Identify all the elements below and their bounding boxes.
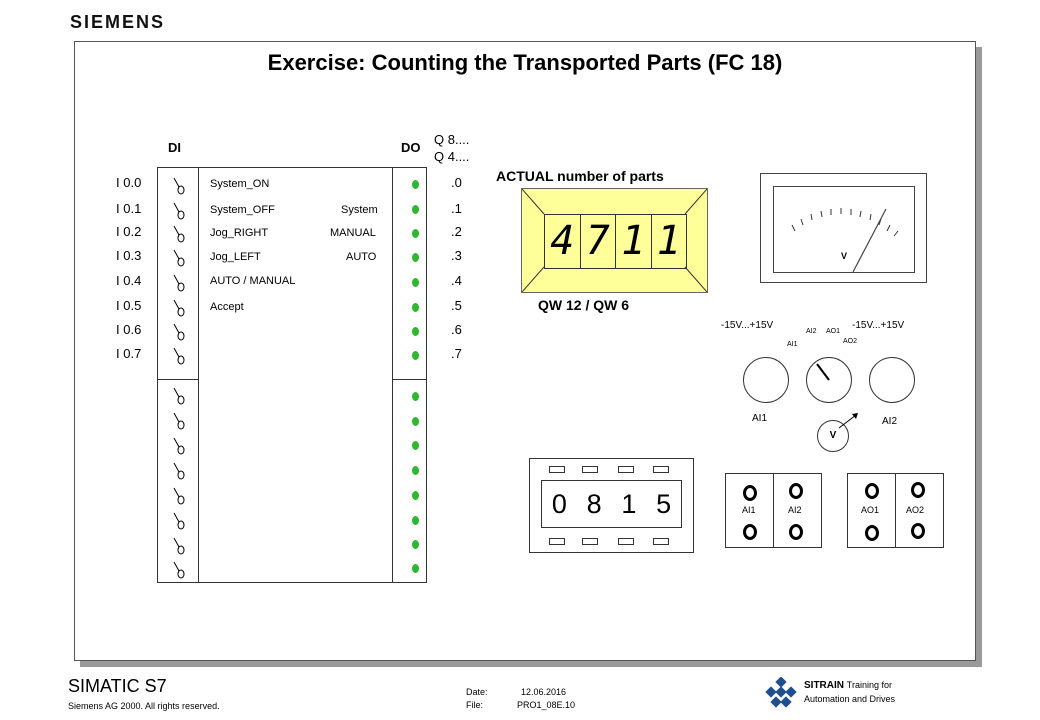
q-label-8: Q 8.... bbox=[434, 132, 470, 147]
toggle-switch-icon[interactable] bbox=[170, 486, 190, 506]
socket-icon[interactable] bbox=[865, 483, 879, 499]
output-address: .7 bbox=[451, 346, 462, 361]
footer-date-label: Date: bbox=[466, 687, 488, 697]
analog-input-knob-ai2[interactable] bbox=[869, 357, 915, 403]
toggle-switch-icon[interactable] bbox=[170, 536, 190, 556]
selector-label: AO1 bbox=[826, 328, 841, 335]
voltmeter-scale bbox=[773, 186, 915, 273]
toggle-switch-icon[interactable] bbox=[170, 322, 190, 342]
segment-digit: 1 bbox=[656, 218, 681, 264]
analog-input-sockets bbox=[725, 473, 822, 548]
range-label-right: -15V...+15V bbox=[852, 320, 905, 331]
socket-divider bbox=[773, 474, 774, 547]
input-address: I 0.4 bbox=[116, 273, 142, 288]
toggle-switch-icon[interactable] bbox=[170, 298, 190, 318]
siemens-logo: SIEMENS bbox=[70, 12, 166, 32]
label-system-on: System_ON bbox=[210, 178, 270, 190]
output-address: .5 bbox=[451, 298, 462, 313]
voltmeter bbox=[760, 173, 927, 283]
panel-divider-do bbox=[392, 379, 426, 380]
range-label-left: -15V...+15V bbox=[721, 320, 774, 331]
counter-digit: 5 bbox=[656, 489, 672, 519]
connector-pin bbox=[618, 466, 634, 473]
segment-digit: 1 bbox=[616, 215, 652, 268]
output-led-icon bbox=[412, 491, 419, 500]
toggle-switch-icon[interactable] bbox=[170, 273, 190, 293]
selector-label: AI1 bbox=[787, 341, 798, 348]
do-label: DO bbox=[401, 140, 421, 155]
socket-icon[interactable] bbox=[743, 524, 757, 540]
toggle-switch-icon[interactable] bbox=[170, 411, 190, 431]
counter-digit: 0 bbox=[551, 489, 567, 519]
panel-divider-right bbox=[392, 168, 393, 582]
toggle-switch-icon[interactable] bbox=[170, 248, 190, 268]
output-led-icon bbox=[412, 205, 419, 214]
socket-icon[interactable] bbox=[789, 524, 803, 540]
connector-pin bbox=[582, 538, 598, 545]
input-address: I 0.0 bbox=[116, 175, 142, 190]
output-led-icon bbox=[412, 392, 419, 401]
connector-pin bbox=[618, 538, 634, 545]
output-led-icon bbox=[412, 540, 419, 549]
voltage-select-label: V bbox=[829, 430, 837, 441]
input-address: I 0.2 bbox=[116, 224, 142, 239]
sitrain-logo-icon bbox=[763, 677, 799, 709]
toggle-switch-icon[interactable] bbox=[170, 560, 190, 580]
footer-copyright: Siemens AG 2000. All rights reserved. bbox=[68, 701, 220, 711]
socket-icon[interactable] bbox=[743, 485, 757, 501]
selector-label: AO2 bbox=[843, 338, 858, 345]
footer-file-label: File: bbox=[466, 700, 484, 710]
socket-icon[interactable] bbox=[789, 483, 803, 499]
connector-pin bbox=[582, 466, 598, 473]
display-caption: QW 12 / QW 6 bbox=[538, 297, 630, 313]
label-manual: MANUAL bbox=[330, 227, 376, 239]
label-accept: Accept bbox=[210, 301, 244, 313]
output-address: .0 bbox=[451, 175, 462, 190]
page-title: Exercise: Counting the Transported Parts (FC 18) bbox=[267, 50, 783, 75]
socket-label-ao2: AO2 bbox=[906, 505, 925, 515]
segment-digit: 7 bbox=[581, 215, 617, 268]
arrow-icon bbox=[837, 412, 859, 430]
socket-label-ao1: AO1 bbox=[861, 505, 880, 515]
connector-pin bbox=[549, 466, 565, 473]
segment-digit: 4 bbox=[545, 215, 581, 268]
counter-digit: 1 bbox=[621, 489, 637, 519]
output-address: .2 bbox=[451, 224, 462, 239]
knob-label-ai2: AI2 bbox=[882, 416, 898, 427]
knob-pointer-icon bbox=[807, 358, 851, 402]
analog-selector-knob[interactable] bbox=[806, 357, 852, 403]
output-led-icon bbox=[412, 466, 419, 475]
analog-output-sockets bbox=[847, 473, 944, 548]
output-led-icon bbox=[412, 303, 419, 312]
counter-display bbox=[541, 480, 682, 528]
label-system: System bbox=[341, 204, 378, 216]
output-address: .3 bbox=[451, 248, 462, 263]
output-led-icon bbox=[412, 441, 419, 450]
footer-brand: SITRAIN bbox=[804, 680, 844, 691]
output-led-icon bbox=[412, 351, 419, 360]
connector-pin bbox=[653, 538, 669, 545]
meter-unit: V bbox=[841, 251, 848, 261]
input-address: I 0.7 bbox=[116, 346, 142, 361]
panel-divider-di bbox=[158, 379, 198, 380]
footer-brand-tag: Training for bbox=[846, 680, 892, 690]
toggle-switch-icon[interactable] bbox=[170, 176, 190, 196]
input-address: I 0.3 bbox=[116, 248, 142, 263]
footer-brand-tag2: Automation and Drives bbox=[804, 694, 896, 704]
output-led-icon bbox=[412, 516, 419, 525]
counter-module bbox=[529, 458, 694, 553]
footer-date-value: 12.06.2016 bbox=[521, 687, 567, 697]
output-led-icon bbox=[412, 417, 419, 426]
q-label-4: Q 4.... bbox=[434, 149, 470, 164]
toggle-switch-icon[interactable] bbox=[170, 461, 190, 481]
display-heading: ACTUAL number of parts bbox=[496, 168, 664, 184]
panel-divider-left bbox=[198, 168, 199, 582]
label-auto: AUTO bbox=[346, 251, 377, 263]
output-led-icon bbox=[412, 564, 419, 573]
footer-product: SIMATIC S7 bbox=[68, 676, 167, 696]
segment-digits bbox=[544, 214, 687, 269]
label-auto-manual: AUTO / MANUAL bbox=[210, 275, 296, 287]
label-jog-right: Jog_RIGHT bbox=[210, 227, 269, 239]
output-address: .4 bbox=[451, 273, 462, 288]
analog-input-knob-ai1[interactable] bbox=[743, 357, 789, 403]
segment-display bbox=[521, 188, 708, 293]
socket-label-ai1: AI1 bbox=[742, 505, 756, 515]
toggle-switch-icon[interactable] bbox=[170, 346, 190, 366]
simulator-io-panel bbox=[157, 167, 427, 583]
toggle-switch-icon[interactable] bbox=[170, 201, 190, 221]
toggle-switch-icon[interactable] bbox=[170, 386, 190, 406]
toggle-switch-icon[interactable] bbox=[170, 224, 190, 244]
counter-digit: 8 bbox=[586, 489, 602, 519]
output-led-icon bbox=[412, 180, 419, 189]
label-jog-left: Jog_LEFT bbox=[210, 251, 261, 263]
output-address: .6 bbox=[451, 322, 462, 337]
knob-label-ai1: AI1 bbox=[752, 413, 768, 424]
selector-label: AI2 bbox=[806, 328, 817, 335]
output-led-icon bbox=[412, 278, 419, 287]
label-system-off: System_OFF bbox=[210, 204, 275, 216]
connector-pin bbox=[549, 538, 565, 545]
input-address: I 0.6 bbox=[116, 322, 142, 337]
output-address: .1 bbox=[451, 201, 462, 216]
di-label: DI bbox=[168, 140, 181, 155]
input-address: I 0.1 bbox=[116, 201, 142, 216]
footer-brand-line bbox=[804, 680, 892, 691]
output-led-icon bbox=[412, 253, 419, 262]
footer-file-value: PRO1_08E.10 bbox=[517, 700, 576, 710]
input-address: I 0.5 bbox=[116, 298, 142, 313]
output-led-icon bbox=[412, 327, 419, 336]
socket-icon[interactable] bbox=[911, 523, 925, 539]
toggle-switch-icon[interactable] bbox=[170, 511, 190, 531]
socket-icon[interactable] bbox=[911, 482, 925, 498]
connector-pin bbox=[653, 466, 669, 473]
socket-divider bbox=[895, 474, 896, 547]
toggle-switch-icon[interactable] bbox=[170, 436, 190, 456]
output-led-icon bbox=[412, 229, 419, 238]
socket-label-ai2: AI2 bbox=[788, 505, 802, 515]
socket-icon[interactable] bbox=[865, 525, 879, 541]
